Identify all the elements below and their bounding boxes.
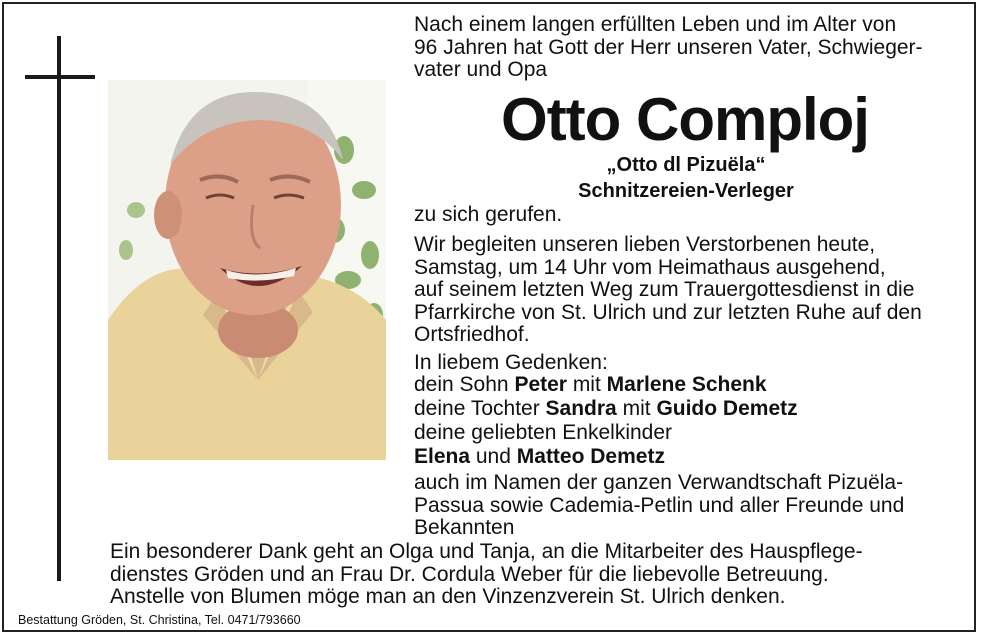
nickname: „Otto dl Pizuëla“ <box>606 154 766 176</box>
relative-name: Peter <box>514 373 567 396</box>
thanks-line: Ein besonderer Dank geht an Olga und Tanja, an die Mitarbeiter des Hauspflege- <box>110 540 863 563</box>
relative-partner: Guido Demetz <box>656 397 798 420</box>
funeral-line: auf seinem letzten Weg zum Trauergottesdienst in die <box>414 278 915 301</box>
cross-icon-bar <box>25 75 95 79</box>
funeral-line: Samstag, um 14 Uhr vom Heimathaus ausgehend, <box>414 255 886 279</box>
also-line: auch im Namen der ganzen Verwandtschaft Pizuëla- <box>414 471 904 494</box>
also-line: Bekannten <box>414 516 515 539</box>
relative-son <box>414 374 767 397</box>
relative-with: mit <box>622 397 651 420</box>
thanks-line: dienstes Gröden und an Frau Dr. Cordula Weber für die liebevolle Betreuung. <box>110 562 829 586</box>
grandchildren-label: deine geliebten Enkelkinder <box>414 421 673 444</box>
relative-prefix: dein Sohn <box>414 373 509 396</box>
grandchildren-and: und <box>475 445 511 468</box>
intro-line: 96 Jahren hat Gott der Herr unseren Vater, Schwieger- <box>414 35 923 59</box>
intro-text <box>414 14 960 82</box>
grandchild-name: Matteo Demetz <box>516 445 665 468</box>
intro-line: vater und Opa <box>414 58 548 81</box>
funeral-line: Pfarrkirche von St. Ulrich und zur letzten Ruhe auf den <box>414 300 922 324</box>
intro-line: Nach einem langen erfüllten Leben und im Alter von <box>414 13 897 36</box>
relative-name: Sandra <box>545 397 617 420</box>
flowers-note: Anstelle von Blumen möge man an den Vinzenzverein St. Ulrich denken. <box>110 585 786 608</box>
relative-daughter <box>414 398 798 421</box>
profession: Schnitzereien-Verleger <box>578 180 794 202</box>
funeral-line: Wir begleiten unseren lieben Verstorbenen heute, <box>414 233 876 256</box>
funeral-text <box>414 234 960 347</box>
called-text: zu sich gerufen. <box>414 203 563 226</box>
relative-partner: Marlene Schenk <box>606 373 767 396</box>
grandchild-name: Elena <box>414 445 471 468</box>
relative-prefix: deine Tochter <box>414 397 540 420</box>
cross-icon <box>57 36 61 581</box>
portrait-photo <box>108 80 386 460</box>
footer-funeral-home: Bestattung Gröden, St. Christina, Tel. 0471/793660 <box>18 613 301 627</box>
relative-with: mit <box>572 373 601 396</box>
memory-heading: In liebem Gedenken: <box>414 351 608 374</box>
grandchildren-names <box>414 446 665 469</box>
deceased-name: Otto Comploj <box>501 86 869 153</box>
also-text <box>414 472 960 540</box>
funeral-line: Ortsfriedhof. <box>414 323 530 346</box>
thanks-text <box>110 541 960 586</box>
also-line: Passua sowie Cademia-Petlin und aller Freunde und <box>414 493 905 517</box>
